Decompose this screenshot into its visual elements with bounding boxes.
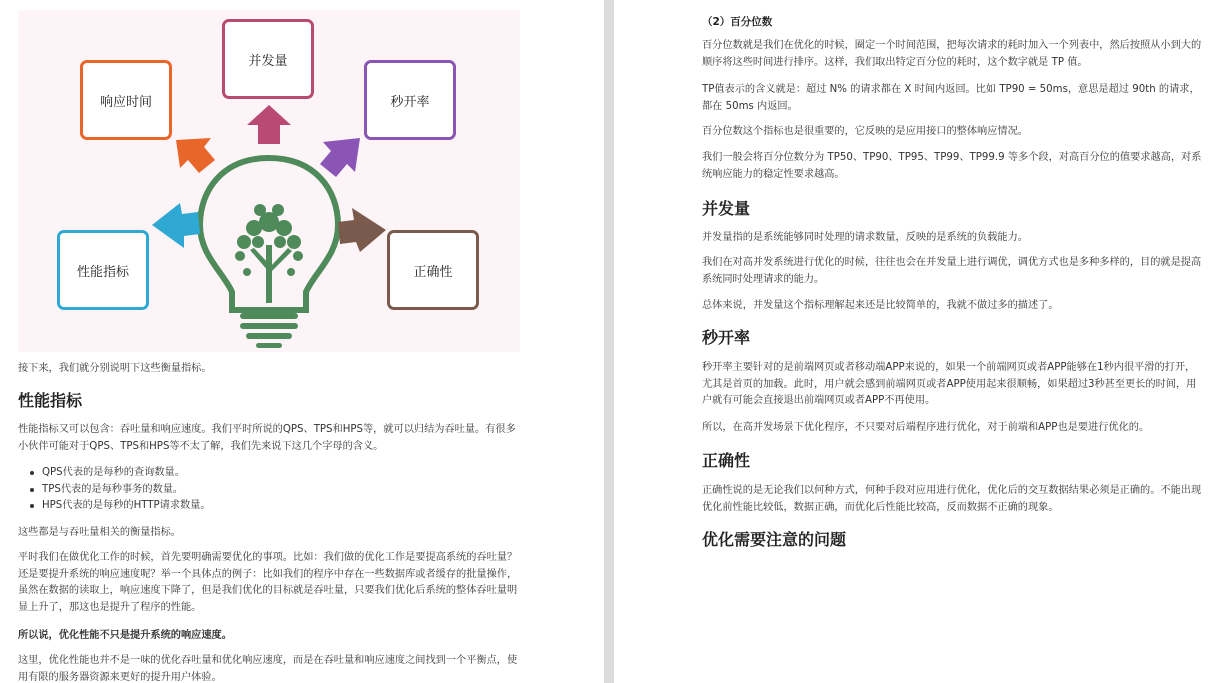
page-gap <box>604 0 614 683</box>
concurrency-label: 并发量 <box>248 53 288 69</box>
open-rate-label: 秒开率 <box>390 94 430 110</box>
intro-text: 接下来，我们就分别说明下这些衡量指标。 <box>18 363 212 374</box>
correctness-label: 正确性 <box>413 264 453 280</box>
performance-paragraph-2: 这些都是与吞吐量相关的衡量指标。 <box>18 527 181 538</box>
document-page-left <box>0 0 604 683</box>
percentile-paragraph-1: 百分位数就是我们在优化的时候，圈定一个时间范围，把每次请求的耗时加入一个列表中，然后按照从小到大的顺序将这些时间进行排序。这样，我们取出特定百分位的耗时，这个数字就是 TP 值。 <box>702 40 1202 68</box>
open-rate-heading: 秒开率 <box>702 328 751 347</box>
percentile-paragraph-2: TP值表示的含义就是：超过 N% 的请求都在 X 时间内返回。比如 TP90 = 50ms，意思是超过 90th 的请求，都在 50ms 内返回。 <box>702 84 1200 112</box>
list-item: HPS代表的是每秒的HTTP请求数量。 <box>18 498 520 515</box>
performance-heading: 性能指标 <box>18 391 83 410</box>
metric-bullet-list <box>18 465 520 515</box>
correctness-paragraph-1: 正确性说的是无论我们以何种方式，何种手段对应用进行优化，优化后的交互数据结果必须是正确的。不能出现优化前性能比较低，数据正确，而优化后性能比较高，反而数据不正确的现象。 <box>702 485 1202 513</box>
performance-paragraph-3: 平时我们在做优化工作的时候，首先要明确需要优化的事项。比如：我们做的优化工作是要提高系统的吞吐量？还是要提升系统的响应速度呢？举一个具体点的例子：比如我们的程序中存在一些数据库或者缓存的批量操作，虽然在数据的读取上，响应速度下降了，但是我们优化的目标就是吞吐量，只要我们优化后系统的整体吞吐量明显上升了，那这也是提升了程序的性能。 <box>18 552 518 613</box>
percentile-paragraph-3: 百分位数这个指标也是很重要的，它反映的是应用接口的整体响应情况。 <box>702 126 1028 137</box>
list-item: TPS代表的是每秒事务的数量。 <box>18 482 520 499</box>
correctness-heading: 正确性 <box>702 451 751 470</box>
concurrency-paragraph-1: 并发量指的是系统能够同时处理的请求数量，反映的是系统的负载能力。 <box>702 232 1028 243</box>
concurrency-heading: 并发量 <box>702 199 751 218</box>
performance-paragraph-5: 这里，优化性能也并不是一味的优化吞吐量和优化响应速度，而是在吞吐量和响应速度之间找到一个平衡点，使用有限的服务器资源来更好的提升用户体验。 <box>18 655 518 683</box>
concurrency-paragraph-2: 我们在对高并发系统进行优化的时候，往往也会在并发量上进行调优，调优方式也是多种多样的，目的就是提高系统同时处理请求的能力。 <box>702 257 1202 285</box>
response-time-label: 响应时间 <box>99 94 152 110</box>
percentile-paragraph-4: 我们一般会将百分位数分为 TP50、TP90、TP95、TP99、TP99.9 等多个段，对高百分位的值要求越高，对系统响应能力的稳定性要求越高。 <box>702 152 1202 180</box>
performance-label: 性能指标 <box>76 264 129 280</box>
performance-paragraph-1: 性能指标又可以包含：吞吐量和响应速度。我们平时所说的QPS、TPS和HPS等，就可以归结为吞吐量。有很多小伙伴可能对于QPS、TPS和HPS等不太了解，我们先来说下这几个字母的含义。 <box>18 424 516 452</box>
list-item: QPS代表的是每秒的查询数量。 <box>18 465 520 482</box>
open-rate-paragraph-2: 所以，在高并发场景下优化程序，不只要对后端程序进行优化，对于前端和APP也是要进行优化的。 <box>702 422 1150 433</box>
issues-heading: 优化需要注意的问题 <box>702 530 847 549</box>
document-page-right <box>614 0 1212 683</box>
percentile-heading: （2）百分位数 <box>702 16 773 28</box>
open-rate-paragraph-1: 秒开率主要针对的是前端网页或者移动端APP来说的，如果一个前端网页或者APP能够在1秒内很平滑的打开，尤其是首页的加载。此时，用户就会感到前端网页或者APP使用起来很顺畅，如果超过3秒甚至更长的时间，用户就有可能会直接退出前端网页或者APP不再使用。 <box>702 362 1197 406</box>
performance-paragraph-4: 所以说，优化性能不只是提升系统的响应速度。 <box>18 630 232 641</box>
concurrency-paragraph-3: 总体来说，并发量这个指标理解起来还是比较简单的，我就不做过多的描述了。 <box>702 300 1059 311</box>
